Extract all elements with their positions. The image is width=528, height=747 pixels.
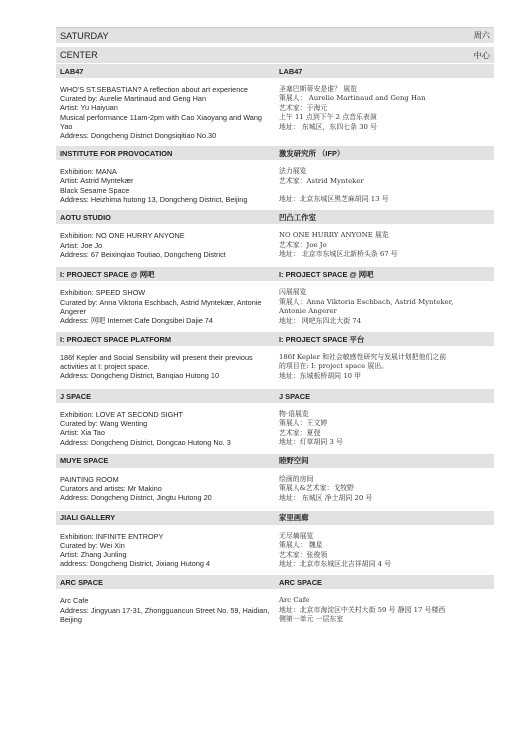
detail-line: Artist: Zhang Junling [60,550,127,560]
venue-name: INSTITUTE FOR PROVOCATION [60,148,173,158]
detail-line: Musical performance 11am-2pm with Cao Xiaoyang and Wang [60,112,262,122]
detail-line: Curated by: Wang Wenting [60,419,148,429]
detail-line: Exhibition: LOVE AT SECOND SIGHT [60,410,184,420]
venue-name: ARC SPACE [60,577,103,587]
venue-name-zh: 家里画廊 [279,513,309,523]
detail-line: Curated by: Aurelie Martinaud and Geng Han [60,94,207,104]
detail-line: Antonie Angerer [279,307,337,316]
venue-details [56,346,494,388]
venue-header [56,453,494,468]
detail-line: Exhibition: SPEED SHOW [60,288,146,298]
detail-line: 闪展展览 [279,288,307,297]
day-title-zh: 周六 [473,30,490,40]
detail-line: Exhibition: NO ONE HURRY ANYONE [60,231,185,241]
details-english [56,167,275,204]
details-chinese [275,288,494,326]
detail-line: Artist: Xia Tao [60,428,105,438]
detail-line: 艺术家：Joe Jo [279,240,327,249]
venue-header [56,63,494,78]
detail-line: Exhibition: MANA [60,167,117,177]
details-english [56,231,275,261]
detail-line: Address: Dongcheng District Dongsiqitiao No.30 [60,131,217,141]
details-chinese [275,596,494,626]
venue-list [56,63,494,631]
detail-line: Address: Dongcheng District, Jingtu Hutong 20 [60,493,212,503]
details-chinese [275,532,494,570]
venue-name: LAB47 [60,66,84,76]
venue-name: I: PROJECT SPACE @ 网吧 [60,269,155,279]
details-chinese [275,167,494,204]
venue-name-zh: 激发研究所 （IFP） [279,148,345,158]
detail-line: 艺术家：于海元 [279,103,328,112]
detail-line: 艺术家：张俊领 [279,550,328,559]
venue-details [56,160,494,209]
detail-line: 策展人： 魏星 [279,541,323,550]
details-english [56,288,275,326]
venue-header [56,574,494,589]
venue-details [56,589,494,631]
detail-line: 艺术家：Astrid Mynteker [279,176,364,185]
detail-line: 法力展览 [279,167,307,176]
venue-name: I: PROJECT SPACE PLATFORM [60,334,171,344]
detail-line: 策展人： Aurelie Martinaud and Geng Han [279,94,426,103]
details-chinese [275,410,494,448]
detail-line: Arc Cafe [279,596,310,605]
venue-header [56,331,494,346]
details-english [56,532,275,570]
program-page [56,27,494,631]
detail-line: 地址：北京市海淀区中关村大街 59 号 静园 17 号楼西 [279,605,446,614]
detail-line: Black Sesame Space [60,185,130,195]
district-title-zh: 中心 [473,49,490,60]
venue-name-zh: 凹凸工作室 [279,212,316,222]
details-english [56,596,275,626]
venue-details [56,281,494,331]
detail-line: Angerer [60,306,86,316]
venue-header [56,266,494,281]
detail-line: Curators and artists: Mr Makino [60,483,162,493]
detail-line: activities at I: project space. [60,362,150,372]
detail-line: NO ONE HURRY ANYONE 展览 [279,231,389,240]
details-english [56,85,275,140]
detail-line: Curated by: Wei Xin [60,540,125,550]
detail-line: 186f Kepler 和社会敏感性研究与发展计划把他们之前 [279,353,447,362]
detail-line: 地址： 东城区 净土胡同 20 号 [279,493,373,502]
detail-line: 侧第一单元 一层东室 [279,615,344,624]
details-english [56,475,275,505]
detail-line: Address: 网吧 Internet Cafe Dongsibei Dajie 74 [60,316,213,326]
detail-line: Arc Cafe [60,596,89,606]
district-title: CENTER [60,50,98,60]
detail-line: Exhibition: INFINITE ENTROPY [60,531,164,541]
detail-line: Address: Heizhima hutong 13, Dongcheng District, Beijing [60,194,248,204]
venue-name-zh: I: PROJECT SPACE 平台 [279,334,365,344]
details-english [56,353,275,383]
detail-line: 地址：灯草胡同 3 号 [279,438,343,447]
detail-line: 绘画的房间 [279,474,314,483]
district-header [56,47,494,63]
detail-line: WHO'S ST.SEBASTIAN? A reflection about art experience [60,85,248,94]
venue-name-zh: I: PROJECT SPACE @ 网吧 [279,269,374,279]
venue-details [56,224,494,266]
day-header [56,27,494,43]
venue-details [56,525,494,575]
venue-header [56,145,494,160]
detail-line: 的项目在: I: project space 展出。 [279,362,389,371]
detail-line: 地址： 网吧东四北大街 74 [279,316,362,325]
venue-name-zh: 睦野空间 [279,456,309,466]
detail-line: 186f Kepler and Social Sensibility will present their previous [60,353,253,363]
detail-line: Address: Dongcheng District, Dongcao Hutong No. 3 [60,437,231,447]
detail-line: Address: 67 Beixinqiao Toutiao, Dongcheng District [60,249,226,259]
details-chinese [275,475,494,505]
detail-line: Beijing [60,614,82,624]
detail-line: Address: Jingyuan 17-31, Zhongguancun Street No. 59, Haidian, [60,605,270,615]
detail-line: 地址：东城板桥胡同 10 甲 [279,371,362,380]
venue-name-zh: ARC SPACE [279,577,322,587]
detail-line: 地址： 北京市东城区北新桥头条 67 号 [279,250,398,259]
detail-line: 艺术家：夏弢 [279,428,321,437]
detail-line: PAINTING ROOM [60,474,119,484]
details-chinese [275,353,494,383]
venue-name: JIALI GALLERY [60,513,116,523]
detail-line: 上午 11 点到下午 2 点音乐表演 [279,113,377,122]
details-chinese [275,231,494,261]
venue-name-zh: J SPACE [279,391,311,401]
detail-line: 策展人&艺术家：戈牧野 [279,484,355,493]
detail-line [279,186,490,195]
venue-header [56,209,494,224]
detail-line: 地址：北京东城区黑芝麻胡同 13 号 [279,195,389,204]
detail-line: 策展人：王文婷 [279,419,328,428]
detail-line: 圣塞巴斯蒂安是谁？ 展览 [279,85,357,93]
detail-line: 物·语展览 [279,410,309,419]
day-title: SATURDAY [60,30,109,41]
venue-details [56,78,494,145]
detail-line: 无尽熵展览 [279,531,314,540]
detail-line: Artist: Joe Jo [60,240,103,250]
venue-name: AOTU STUDIO [60,212,111,222]
detail-line: Yao [60,121,73,131]
details-chinese [275,85,494,140]
venue-name: MUYE SPACE [60,456,109,466]
detail-line: address: Dongcheng District, Jixiang Hutong 4 [60,559,211,569]
detail-line: Artist: Astrid Myntekær [60,176,134,186]
venue-details [56,468,494,510]
venue-details [56,403,494,453]
venue-name: J SPACE [60,391,92,401]
venue-header [56,510,494,525]
venue-header [56,388,494,403]
detail-line: 地址： 东城区，东四七条 30 号 [279,122,378,131]
detail-line: Address: Dongcheng District, Banqiao Hutong 10 [60,371,220,381]
detail-line: Artist: Yu Haiyuan [60,103,118,113]
detail-line: 策展人：Anna Viktoria Eschbach, Astrid Mynteker, [279,297,454,306]
detail-line: 地址：北京市东城区北吉祥胡同 4 号 [279,559,392,568]
detail-line: Curated by: Anna Viktoria Eschbach, Astrid Myntekær, Antonie [60,297,262,307]
venue-name-zh: LAB47 [279,66,303,76]
details-english [56,410,275,448]
